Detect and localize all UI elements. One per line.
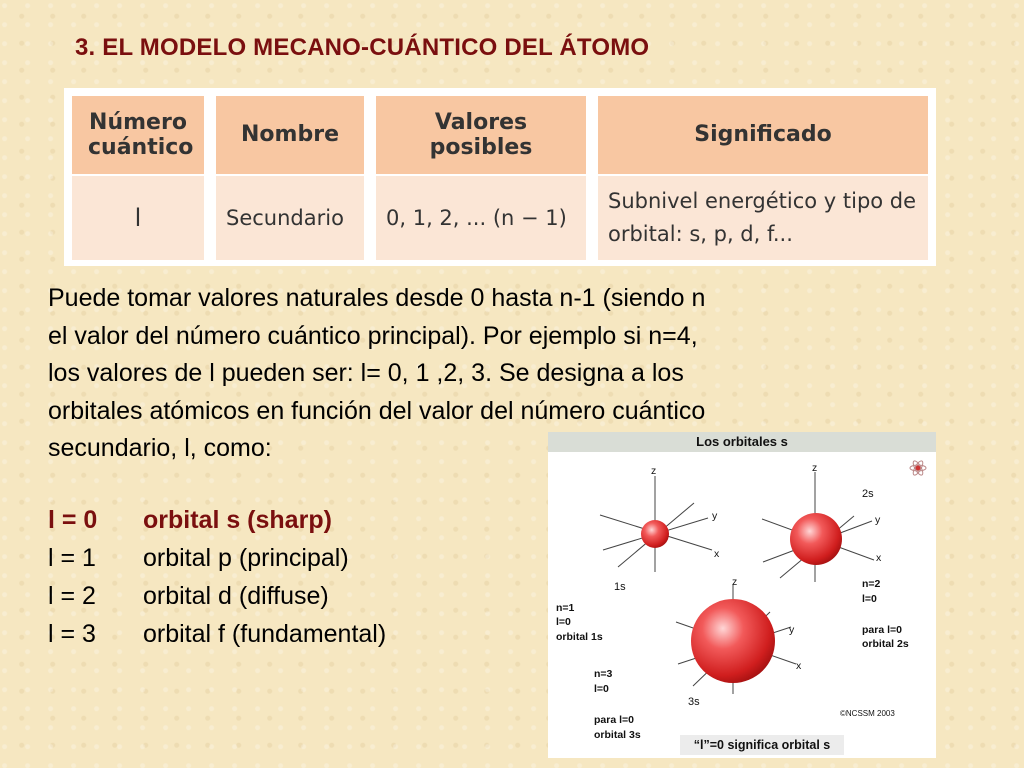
cell-significado [598, 176, 928, 260]
axis-y-label: y [789, 624, 795, 636]
page-title: 3. EL MODELO MECANO-CUÁNTICO DEL ÁTOMO [75, 34, 650, 61]
paragraph-line: secundario, l, como: [48, 434, 272, 462]
orbital-3s-label: orbital 3s [594, 729, 641, 741]
n3-label: n=3 [594, 668, 613, 680]
paragraph-line: orbitales atómicos en función del valor del número cuántico [48, 396, 706, 425]
orbital-name: orbital f (fundamental) [143, 620, 387, 648]
header-significado: Significado [598, 96, 928, 174]
axis-z-label: z [651, 465, 657, 477]
axis-x-label: x [876, 552, 882, 564]
orbital-l-value: l = 1 [48, 544, 96, 572]
axis-y-label: y [875, 514, 881, 526]
l3-label: l=0 [594, 683, 609, 695]
orbital-name: orbital d (diffuse) [143, 582, 329, 610]
l2-label: l=0 [862, 593, 877, 605]
header-valores-posibles [376, 96, 586, 174]
l1-label: l=0 [556, 616, 571, 628]
quantum-number-table [64, 88, 936, 266]
header-valores-posibles-label: Valores posibles [429, 109, 533, 160]
significado-line-1: Subnivel energético y tipo de [608, 189, 917, 214]
orbital-name: orbital p (principal) [143, 544, 349, 572]
axis-x-label: x [714, 548, 720, 560]
orbital-l-value: l = 3 [48, 620, 96, 648]
orbital-2s-label: orbital 2s [862, 638, 909, 650]
figure-heading: Los orbitales s [548, 432, 936, 452]
orbital-l-value: l = 2 [48, 582, 96, 610]
paragraph-line: el valor del número cuántico principal). Por ejemplo si n=4, [48, 321, 698, 350]
cell-numero: l [72, 176, 204, 260]
para-l0-2s: para l=0 [862, 624, 902, 636]
header-numero-cuantico-label: Número cuántico [88, 109, 194, 160]
sphere-3s [691, 599, 775, 683]
axis-z-label: z [812, 462, 818, 474]
n2-label: n=2 [862, 578, 881, 590]
copyright: ©NCSSM 2003 [840, 709, 895, 718]
orbital-l-value: l = 0 [48, 506, 98, 534]
significado-line-2: orbital: s, p, d, f... [608, 222, 793, 246]
axis-x-label: x [796, 660, 802, 672]
label-3s: 3s [688, 696, 700, 708]
header-numero-cuantico [72, 96, 204, 174]
cell-valores: 0, 1, 2, ... (n − 1) [376, 176, 586, 260]
figure-caption: “l”=0 significa orbital s [680, 735, 844, 755]
label-2s: 2s [862, 488, 874, 500]
header-nombre: Nombre [216, 96, 364, 174]
n1-label: n=1 [556, 602, 575, 614]
sphere-1s [641, 520, 669, 548]
paragraph-line: Puede tomar valores naturales desde 0 hasta n-1 (siendo n [48, 284, 706, 312]
paragraph-line: los valores de l pueden ser: l= 0, 1 ,2, 3. Se designa a los [48, 359, 684, 387]
para-l0-3s: para l=0 [594, 714, 634, 726]
sphere-2s [790, 513, 842, 565]
atom-logo-icon [910, 460, 926, 477]
label-1s: 1s [614, 581, 626, 593]
axis-y-label: y [712, 510, 718, 522]
s-orbitals-figure [548, 432, 936, 758]
orbital-1s-label: orbital 1s [556, 631, 603, 643]
orbital-name: orbital s (sharp) [143, 506, 332, 534]
cell-nombre: Secundario [216, 176, 364, 260]
axis-z-label: z [732, 576, 738, 588]
